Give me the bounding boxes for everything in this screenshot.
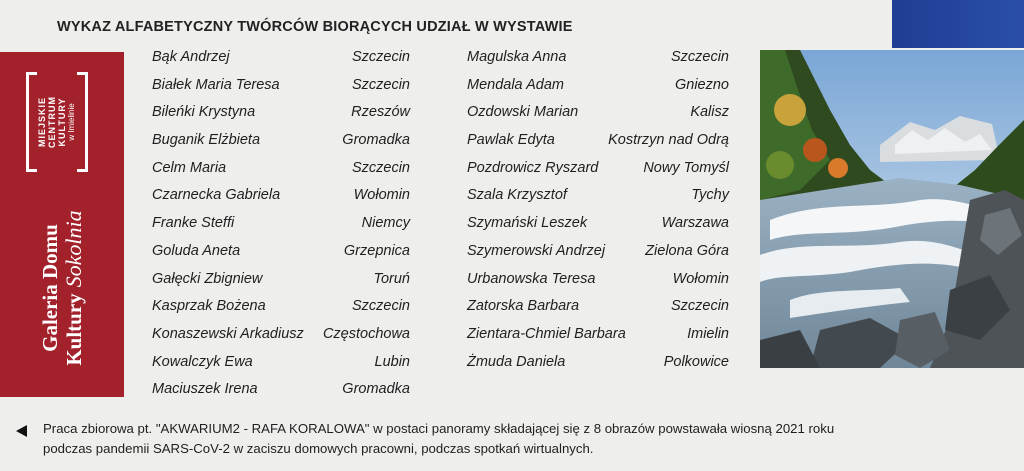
participant-name: Szymerowski Andrzej: [467, 242, 606, 259]
participant-name: Konaszewski Arkadiusz: [152, 325, 304, 342]
participant-row: [152, 127, 410, 155]
page-title: WYKAZ ALFABETYCZNY TWÓRCÓW BIORĄCYCH UDZIAŁ W WYSTAWIE: [57, 19, 573, 35]
participant-row: [467, 127, 729, 155]
participant-row: [467, 238, 729, 266]
participant-row: [467, 182, 729, 210]
participant-city: Tychy: [691, 187, 729, 204]
participant-row: [152, 376, 410, 404]
participant-row: [152, 293, 410, 321]
logo-text: [37, 96, 77, 148]
participant-row: [152, 44, 410, 72]
participant-city: Wołomin: [672, 270, 729, 287]
participant-row: [467, 44, 729, 72]
participant-row: [467, 293, 729, 321]
participant-city: Kostrzyn nad Odrą: [608, 132, 729, 149]
participant-name: Szymański Leszek: [467, 215, 588, 232]
logo-line: CENTRUM: [47, 96, 57, 148]
participant-name: Buganik Elżbieta: [152, 132, 261, 149]
participant-name: Mendala Adam: [467, 76, 564, 93]
participant-row: [467, 99, 729, 127]
gallery-name: [38, 210, 86, 365]
participant-name: Pawlak Edyta: [467, 132, 555, 149]
participant-row: [467, 349, 729, 377]
participant-row: [467, 266, 729, 294]
participant-city: Warszawa: [661, 215, 729, 232]
participant-name: Szala Krzysztof: [467, 187, 567, 204]
participant-name: Maciuszek Irena: [152, 381, 258, 398]
participant-row: [152, 321, 410, 349]
gallery-sidebar-panel: [0, 52, 124, 397]
logo-line: w Imielinie: [67, 103, 76, 141]
logo-right-bracket: [77, 72, 88, 172]
participant-name: Magulska Anna: [467, 49, 567, 65]
participant-city: Zielona Góra: [645, 242, 729, 259]
participant-city: Szczecin: [670, 298, 729, 315]
participant-row: [467, 321, 729, 349]
participant-city: Szczecin: [351, 159, 410, 176]
participant-city: Szczecin: [351, 49, 410, 65]
participant-row: [152, 238, 410, 266]
participant-row: [152, 349, 410, 377]
footer-note-line1: Praca zbiorowa pt. "AKWARIUM2 - RAFA KORALOWA" w postaci panoramy składającej się z 8 obrazów powstawała wiosną 2021 roku: [43, 421, 835, 436]
participant-city: Szczecin: [351, 76, 410, 93]
note-arrow-icon: [16, 425, 27, 437]
participant-name: Gałęcki Zbigniew: [152, 270, 263, 287]
participant-name: Pozdrowicz Ryszard: [467, 159, 599, 176]
participant-row: [152, 72, 410, 100]
gallery-name-line2: [62, 210, 86, 365]
gallery-name-script: Sokolnia: [61, 210, 86, 288]
participant-name: Bąk Andrzej: [152, 49, 230, 65]
participant-city: Wołomin: [353, 187, 410, 204]
participant-name: Urbanowska Teresa: [467, 270, 596, 287]
participants-list-left: [152, 44, 410, 404]
logo-line: KULTURY: [57, 97, 67, 147]
participant-row: [152, 210, 410, 238]
footer-note-line2: podczas pandemii SARS-CoV-2 w zaciszu domowych pracowni, podczas spotkań wirtualnych.: [43, 441, 594, 456]
participant-name: Żmuda Daniela: [467, 353, 566, 370]
participant-city: Gromadka: [342, 132, 410, 149]
participant-row: [467, 210, 729, 238]
participant-name: Zientara-Chmiel Barbara: [467, 325, 626, 342]
footer-note: [43, 419, 903, 459]
participant-name: Ozdowski Marian: [467, 104, 579, 121]
gallery-name-line1: Galeria Domu: [38, 224, 62, 352]
participant-city: Szczecin: [670, 49, 729, 65]
participant-name: Białek Maria Teresa: [152, 76, 280, 93]
participant-city: Gniezno: [674, 76, 729, 93]
participant-name: Czarnecka Gabriela: [152, 187, 281, 204]
participant-name: Celm Maria: [152, 159, 227, 176]
participant-name: Kasprzak Bożena: [152, 298, 266, 315]
participant-city: Polkowice: [663, 353, 729, 370]
participant-name: Franke Steffi: [152, 215, 235, 232]
participant-city: Kalisz: [690, 104, 729, 121]
river-painting-image: [760, 50, 1024, 368]
participant-row: [467, 155, 729, 183]
participant-city: Gromadka: [342, 381, 410, 398]
participant-row: [152, 182, 410, 210]
participant-name: Kowalczyk Ewa: [152, 353, 253, 370]
participant-row: [152, 99, 410, 127]
participant-city: Imielin: [687, 325, 729, 342]
participant-city: Grzepnica: [343, 242, 410, 259]
participant-city: Toruń: [373, 270, 410, 287]
blue-corner-decoration: [892, 0, 1024, 48]
participant-row: [152, 266, 410, 294]
participant-city: Rzeszów: [351, 104, 410, 121]
logo-left-bracket: [26, 72, 37, 172]
participant-city: Niemcy: [361, 215, 410, 232]
participant-name: Bileńki Krystyna: [152, 104, 256, 121]
logo-line: MIEJSKIE: [37, 97, 47, 148]
participant-name: Goluda Aneta: [152, 242, 241, 259]
participant-row: [152, 155, 410, 183]
gallery-name-kultury: Kultury: [62, 293, 86, 366]
participant-city: Nowy Tomyśl: [643, 159, 729, 176]
participant-city: Lubin: [374, 353, 410, 370]
participant-name: Zatorska Barbara: [467, 298, 580, 315]
mck-imielin-logo: [26, 72, 88, 172]
participant-city: Częstochowa: [322, 325, 410, 342]
painting-svg: [760, 50, 1024, 368]
participants-list-right: [467, 44, 729, 376]
participant-city: Szczecin: [351, 298, 410, 315]
participant-row: [467, 72, 729, 100]
